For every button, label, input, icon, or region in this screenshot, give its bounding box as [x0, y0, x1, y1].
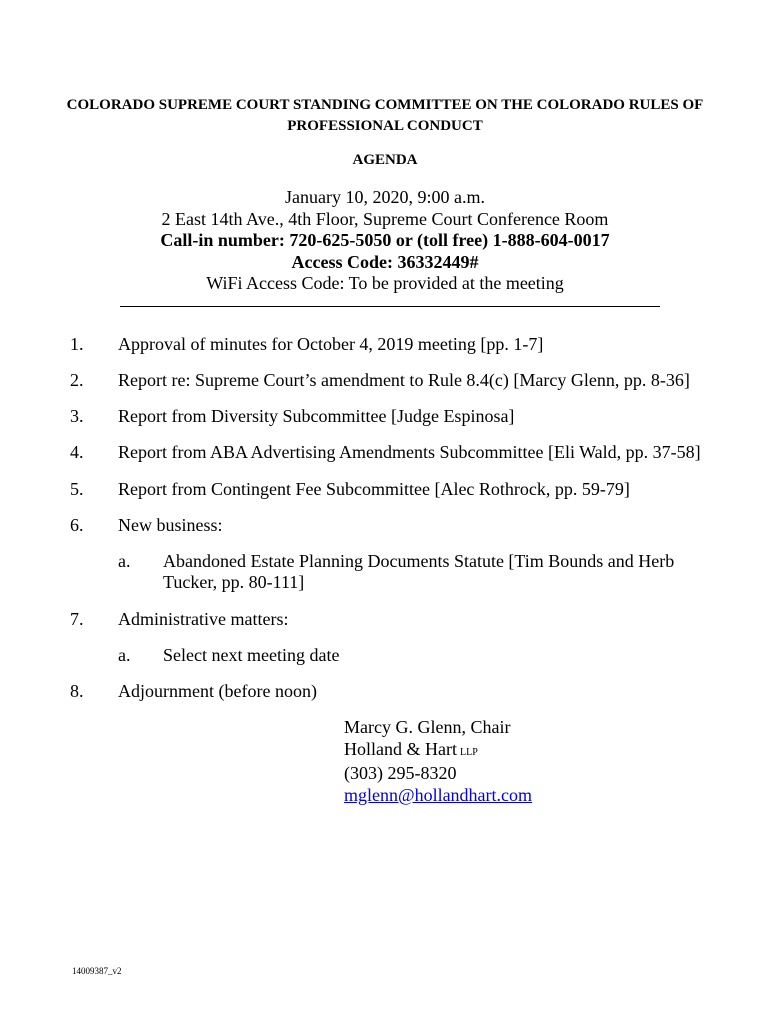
item-number: 6. — [70, 515, 84, 535]
item-text: Report re: Supreme Court’s amendment to Rule 8.4(c) [Marcy Glenn, pp. 8-36] — [118, 370, 690, 390]
signer-name: Marcy G. Glenn, Chair — [344, 717, 511, 737]
signer-phone: (303) 295-8320 — [344, 763, 457, 783]
subitem-letter: a. — [118, 645, 131, 665]
wifi-access-code: WiFi Access Code: To be provided at the meeting — [206, 273, 564, 293]
access-code: Access Code: 36332449# — [291, 251, 479, 272]
item-text: Report from Diversity Subcommittee [Judge Espinosa] — [118, 406, 515, 426]
item-number: 7. — [70, 609, 84, 629]
item-number: 1. — [70, 334, 84, 354]
item-text: Report from Contingent Fee Subcommittee [Alec Rothrock, pp. 59-79] — [118, 479, 630, 499]
callin-number: Call-in number: 720-625-5050 or (toll free) 1-888-604-0017 — [160, 230, 610, 250]
item-text: Report from ABA Advertising Amendments Subcommittee [Eli Wald, pp. 37-58] — [118, 442, 701, 462]
item-number: 2. — [70, 370, 84, 390]
title-line-1: COLORADO SUPREME COURT STANDING COMMITTEE ON THE COLORADO RULES OF — [66, 97, 704, 113]
agenda-heading: AGENDA — [352, 152, 418, 168]
title-line-2: PROFESSIONAL CONDUCT — [287, 118, 483, 134]
item-text: Approval of minutes for October 4, 2019 meeting [pp. 1-7] — [118, 334, 544, 354]
firm-line — [344, 739, 532, 764]
item-text: Administrative matters: — [118, 609, 289, 629]
item-number: 4. — [70, 442, 84, 462]
separator-line — [120, 306, 660, 307]
signature-block — [344, 717, 532, 806]
meeting-datetime: January 10, 2020, 9:00 a.m. — [285, 187, 485, 207]
item-number: 5. — [70, 479, 84, 499]
subitem-letter: a. — [118, 551, 131, 571]
document-title — [40, 95, 730, 137]
firm-name: Holland & Hart — [344, 738, 457, 759]
subitem-text: Abandoned Estate Planning Documents Statute [Tim Bounds and Herb Tucker, pp. 80-111] — [163, 551, 675, 592]
item-text: Adjournment (before noon) — [118, 681, 317, 701]
item-number: 3. — [70, 406, 84, 426]
firm-suffix: LLP — [459, 746, 478, 758]
signer-email-link[interactable]: mglenn@hollandhart.com — [344, 784, 533, 805]
item-text: New business: — [118, 515, 223, 535]
meeting-details — [40, 187, 730, 295]
document-id: 14009387_v2 — [72, 966, 122, 976]
item-number: 8. — [70, 681, 84, 701]
subitem-text: Select next meeting date — [163, 645, 340, 665]
meeting-location: 2 East 14th Ave., 4th Floor, Supreme Court Conference Room — [161, 208, 609, 229]
